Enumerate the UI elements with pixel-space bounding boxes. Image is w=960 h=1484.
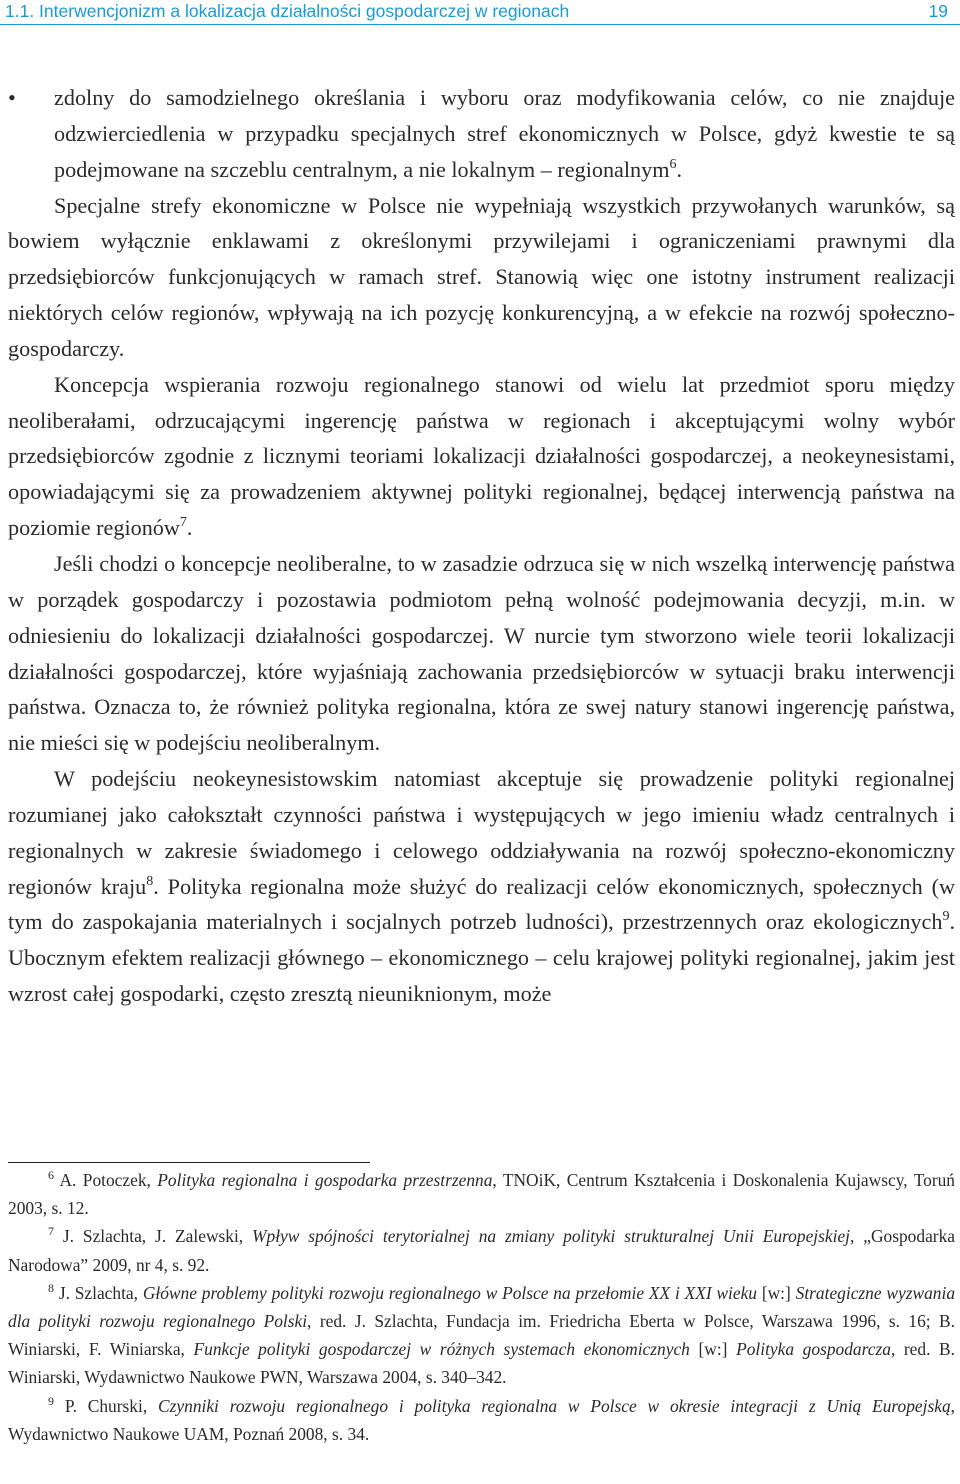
footnote-ref-8: 8 <box>146 873 154 889</box>
paragraph-3: Jeśli chodzi o koncepcje neoliberalne, to w zasadzie odrzuca się w nich wszelką interwencję państwa w porządek gospodarczy i pozostawia podmiotom pełną wolność podejmowania decyzji, m.in. w odniesieniu do lokalizacji działalności gospodarczej. W nurcie tym stworzono wiele teorii lokalizacji działalności gospodarczej, które wyjaśniają zachowania przedsiębiorców w sytuacji braku interwencji państwa. Oznacza to, że również polityka regionalna, która ze swej natury stanowi ingerencję państwa, nie mieści się w podejściu neoliberalnym. <box>8 550 955 756</box>
footnote-6: $^6$ A. Potoczek, Polityka regionalna i gospodarka przestrzenna, TNOiK, Centrum Kształcenia i Doskonalenia Kujawscy, Toruń 2003, s. 12. <box>8 1168 955 1219</box>
bullet-item: • zdolny do samodzielnego określania i wyboru oraz modyfikowania celów, co nie znajduje odzwierciedlenia w przypadku specjalnych stref ekonomicznych w Polsce, gdyż kwestie te są podejmowane na szczeblu centralnym, a nie lokalnym – regionalnym$^6$. <box>8 80 955 188</box>
footnote-9: $^9$ P. Churski, Czynniki rozwoju regionalnego i polityka regionalna w Polsce w okresie integracji z Unią Europejską, Wydawnictwo Naukowe UAM, Poznań 2008, s. 34. <box>8 1393 955 1444</box>
footnote-ref-7: 7 <box>179 515 187 531</box>
paragraph-2: Koncepcja wspierania rozwoju regionalnego stanowi od wielu lat przedmiot sporu między neoliberałami, odrzucającymi ingerencję państwa w regionach i akceptującymi wolny wybór przedsiębiorców zgodnie z licznymi teoriami lokalizacji działalności gospodarczej, a neokeynesistami, opowiadającymi się za prowadzeniem aktywnej polityki regionalnej, będącej interwencją państwa na poziomie regionów$^7$. <box>8 371 955 541</box>
bullet-icon: • <box>8 85 16 110</box>
footnote-ref-9: 9 <box>942 909 950 925</box>
footnote-separator <box>8 1162 370 1163</box>
page-number: 19 <box>928 1 948 21</box>
footnote-ref-6: 6 <box>669 156 677 172</box>
header-rule <box>0 24 960 25</box>
running-header <box>0 0 960 24</box>
chapter-title: 1.1. Interwencjonizm a lokalizacja działalności gospodarczej w regionach <box>5 1 570 21</box>
bullet-text: zdolny do samodzielnego określania i wyboru oraz modyfikowania celów, co nie znajduje odzwierciedlenia w przypadku specjalnych stref ekonomicznych w Polsce, gdyż kwestie te są podejmowane na szczeblu centralnym, a nie lokalnym – regionalnym <box>54 85 955 182</box>
footnote-7: $^7$ J. Szlachta, J. Zalewski, Wpływ spójności terytorialnej na zmiany polityki strukturalnej Unii Europejskiej, „Gospodarka Narodowa” 2009, nr 4, s. 92. <box>8 1224 955 1275</box>
paragraph-4: W podejściu neokeynesistowskim natomiast akceptuje się prowadzenie polityki regionalnej rozumianej jako całokształt czynności państwa i występujących w jego imieniu władz centralnych i regionalnych w zakresie świadomego i celowego oddziaływania na rozwój społeczno-ekonomiczny regionów kraju$^8$. Polityka regionalna może służyć do realizacji celów ekonomicznych, społecznych (w tym do zaspokajania materialnych i socjalnych potrzeb ludności), przestrzennych oraz ekologicznych$^9$. Ubocznym efektem realizacji głównego – ekonomicznego – celu krajowej polityki regionalnej, jakim jest wzrost całej gospodarki, często zresztą nieuniknionym, może <box>8 766 955 1007</box>
paragraph-1: Specjalne strefy ekonomiczne w Polsce nie wypełniają wszystkich przywołanych warunków, są bowiem wyłącznie enklawami z określonymi przywilejami i ograniczeniami prawnymi dla przedsiębiorców funkcjonujących w ramach stref. Stanowią więc one istotny instrument realizacji niektórych celów regionów, wpływają na ich pozycję konkurencyjną, a w efekcie na rozwój społeczno-gospodarczy. <box>8 192 955 361</box>
footnotes <box>8 1166 955 1448</box>
body-text <box>8 80 955 1012</box>
footnote-8: $^8$ J. Szlachta, Główne problemy polityki rozwoju regionalnego w Polsce na przełomie XX i XXI wieku [w:] Strategiczne wyzwania dla polityki rozwoju regionalnego Polski, red. J. Szlachta, Fundacja im. Friedricha Eberta w Polsce, Warszawa 1996, s. 16; B. Winiarski, F. Winiarska, Funkcje polityki gospodarczej w różnych systemach ekonomicznych [w:] Polityka gospodarcza, red. B. Winiarski, Wydawnictwo Naukowe PWN, Warszawa 2004, s. 340–342. <box>8 1280 956 1388</box>
